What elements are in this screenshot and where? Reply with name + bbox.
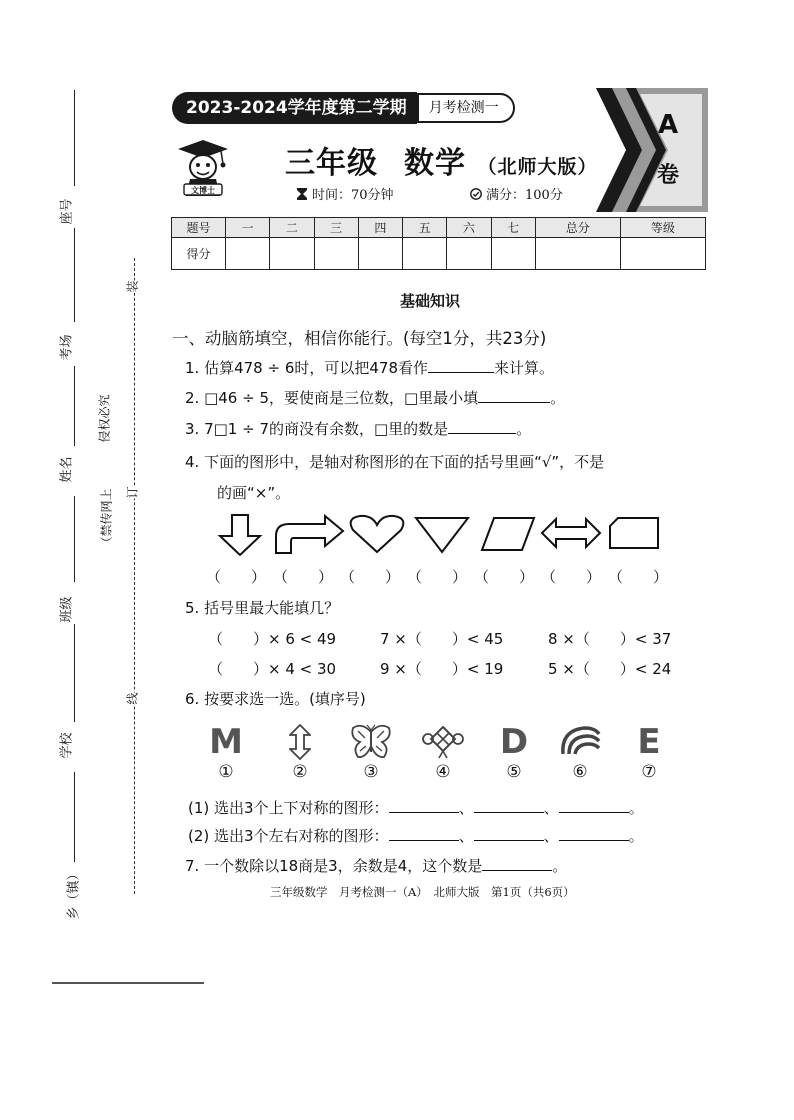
score-cell[interactable] — [226, 238, 270, 270]
q4-answer-parens — [206, 566, 675, 587]
subject-text: 数学 — [404, 146, 466, 181]
q4-paren[interactable]: （ ） — [608, 568, 669, 586]
time-info — [296, 184, 394, 203]
question-7 — [185, 855, 567, 876]
exam-name: 月考检测一 — [417, 93, 515, 123]
class-line — [74, 496, 75, 582]
figure-number: ② — [292, 762, 308, 782]
full-score-label: 满分：100分 — [486, 188, 563, 203]
zhuang-mark: 装 — [125, 280, 140, 293]
separator: 、 — [543, 827, 559, 845]
section-title: 基础知识 — [400, 292, 461, 310]
score-cell[interactable] — [358, 238, 402, 270]
q5-equation[interactable]: 7 ×（ ）< 45 — [380, 630, 504, 648]
part1-heading: 一、动脑筋填空，相信你能行。(每空1分，共23分) — [172, 329, 547, 348]
figure-number: ⑤ — [506, 762, 522, 782]
q6-sub2-blank[interactable] — [389, 827, 459, 841]
column-header: 二 — [270, 218, 314, 238]
q6-sub1-blank[interactable] — [389, 799, 459, 813]
question-1 — [185, 357, 554, 378]
school-line — [74, 624, 75, 722]
check-circle-icon — [470, 188, 482, 200]
paper-version-badge — [596, 88, 708, 212]
question-2 — [185, 387, 565, 408]
seat-no-label: 座号 — [59, 198, 75, 225]
figure-number: ④ — [435, 762, 451, 782]
xian-mark: 线 — [125, 692, 140, 705]
q6-sub1-blank[interactable] — [559, 799, 629, 813]
column-header: 总分 — [535, 218, 620, 238]
q6-sub1-blank[interactable] — [474, 799, 544, 813]
q2-text-end: 。 — [550, 389, 566, 407]
exam-room-line — [74, 228, 75, 322]
no-online-note: （禁传网上 — [99, 488, 114, 549]
school-label: 学校 — [59, 732, 75, 759]
q5-equation[interactable]: 5 ×（ ）< 24 — [548, 660, 672, 678]
figure-logo — [557, 724, 603, 760]
score-table-score-row — [172, 238, 706, 270]
exam-room-label: 考场 — [59, 334, 75, 361]
column-header: 一 — [226, 218, 270, 238]
vertical-double-arrow-icon — [289, 724, 311, 760]
paper-letter: A — [657, 110, 679, 140]
period: 。 — [628, 799, 644, 817]
q3-answer-blank[interactable] — [448, 420, 516, 434]
score-info — [470, 184, 563, 203]
copyright-note: 侵权必究 — [97, 394, 112, 443]
column-header: 等级 — [620, 218, 705, 238]
hourglass-icon — [296, 188, 308, 200]
page-footer: 三年级数学 月考检测一（A） 北师大版 第1页（共6页） — [270, 885, 575, 899]
score-cell[interactable] — [403, 238, 447, 270]
double-arrow-shape — [540, 516, 602, 550]
score-cell[interactable] — [447, 238, 491, 270]
q4-paren[interactable]: （ ） — [340, 568, 401, 586]
letter-m: M — [209, 722, 243, 762]
q3-text: 3. 7□1 ÷ 7的商没有余数，□里的数是 — [185, 420, 449, 438]
term-banner — [172, 92, 560, 124]
parallelogram-shape — [480, 516, 536, 552]
chinese-knot-icon — [420, 725, 466, 759]
township-label: 乡（镇） — [66, 867, 82, 920]
turn-arrow-shape — [273, 514, 345, 554]
score-cell[interactable] — [270, 238, 314, 270]
score-cell[interactable] — [314, 238, 358, 270]
score-table — [171, 217, 706, 270]
figure-m — [203, 724, 249, 760]
mascot-doctor-icon — [176, 138, 230, 200]
column-header: 六 — [447, 218, 491, 238]
question-4-line-2: 的画“×”。 — [217, 484, 291, 502]
figure-number: ③ — [363, 762, 379, 782]
binding-cut-line — [134, 258, 135, 894]
q6-sub1-text: (1) 选出3个上下对称的图形： — [188, 799, 389, 817]
q7-text: 7. 一个数除以18商是3，余数是4，这个数是 — [185, 857, 483, 875]
figure-number: ⑥ — [572, 762, 588, 782]
class-label: 班级 — [59, 596, 75, 623]
q1-text-end: 来计算。 — [494, 359, 555, 377]
score-table-header-row — [172, 218, 706, 238]
question-5-heading: 5. 括号里最大能填几？ — [185, 599, 340, 617]
cut-corner-rectangle-shape — [608, 516, 660, 550]
q7-answer-blank[interactable] — [482, 857, 552, 871]
q3-text-end: 。 — [516, 420, 532, 438]
column-header: 七 — [491, 218, 535, 238]
bottom-rule — [52, 982, 204, 984]
name-line — [74, 366, 75, 446]
separator: 、 — [458, 799, 474, 817]
score-cell[interactable] — [491, 238, 535, 270]
township-line — [74, 772, 75, 862]
q1-text: 1. 估算478 ÷ 6时，可以把478看作 — [185, 359, 428, 377]
score-cell[interactable] — [620, 238, 705, 270]
grade-text: 三年级 — [285, 146, 378, 181]
q5-equation[interactable]: （ ）× 6 < 49 — [208, 630, 337, 648]
q5-equation[interactable]: （ ）× 4 < 30 — [208, 660, 337, 678]
q6-sub2-blank[interactable] — [559, 827, 629, 841]
q7-text-end: 。 — [552, 857, 568, 875]
q4-paren[interactable]: （ ） — [407, 568, 468, 586]
name-label: 姓名 — [59, 456, 75, 483]
column-header: 五 — [403, 218, 447, 238]
q5-equation[interactable]: 8 ×（ ）< 37 — [548, 630, 672, 648]
q6-sub-question-2 — [188, 825, 644, 846]
figure-butterfly — [348, 724, 394, 760]
swoosh-logo-icon — [559, 724, 601, 760]
q1-answer-blank[interactable] — [428, 359, 494, 373]
q4-paren[interactable]: （ ） — [273, 568, 334, 586]
seat-no-line — [74, 90, 75, 186]
figure-double-arrow — [277, 724, 323, 760]
mascot-label: 文博士 — [191, 186, 215, 195]
q4-paren[interactable]: （ ） — [206, 568, 267, 586]
period: 。 — [628, 827, 644, 845]
q4-paren[interactable]: （ ） — [474, 568, 535, 586]
figure-d — [491, 724, 537, 760]
question-number-label: 题号 — [172, 218, 226, 238]
question-3 — [185, 418, 531, 439]
paper-word: 卷 — [656, 163, 679, 188]
q5-equation[interactable]: 9 ×（ ）< 19 — [380, 660, 504, 678]
triangle-shape — [414, 516, 470, 554]
letter-d: D — [499, 722, 529, 762]
score-cell[interactable] — [535, 238, 620, 270]
letter-e: E — [637, 722, 661, 762]
q4-paren[interactable]: （ ） — [541, 568, 602, 586]
column-header: 三 — [314, 218, 358, 238]
separator: 、 — [458, 827, 474, 845]
question-4-line-1: 4. 下面的图形中，是轴对称图形的在下面的括号里画“√”，不是 — [185, 453, 605, 471]
q6-sub2-blank[interactable] — [474, 827, 544, 841]
q2-text: 2. □46 ÷ 5，要使商是三位数，□里最小填 — [185, 389, 479, 407]
q2-answer-blank[interactable] — [478, 389, 550, 403]
heart-shape — [348, 514, 406, 554]
edition-text: （北师大版） — [477, 156, 598, 178]
down-arrow-shape — [216, 514, 264, 556]
figure-number: ① — [218, 762, 234, 782]
figure-number: ⑦ — [641, 762, 657, 782]
figure-chinese-knot — [420, 724, 466, 760]
figure-e — [626, 724, 672, 760]
term-text: 2023-2024学年度第二学期 — [172, 92, 417, 124]
q6-sub2-text: (2) 选出3个左右对称的图形： — [188, 827, 389, 845]
score-label: 得分 — [172, 238, 226, 270]
butterfly-icon — [350, 724, 392, 760]
column-header: 四 — [358, 218, 402, 238]
question-6-heading: 6. 按要求选一选。(填序号) — [185, 690, 366, 708]
ding-mark: 订 — [125, 486, 140, 499]
separator: 、 — [543, 799, 559, 817]
paper-title — [285, 138, 597, 182]
q6-sub-question-1 — [188, 797, 644, 818]
time-label: 时间：70分钟 — [312, 188, 394, 203]
